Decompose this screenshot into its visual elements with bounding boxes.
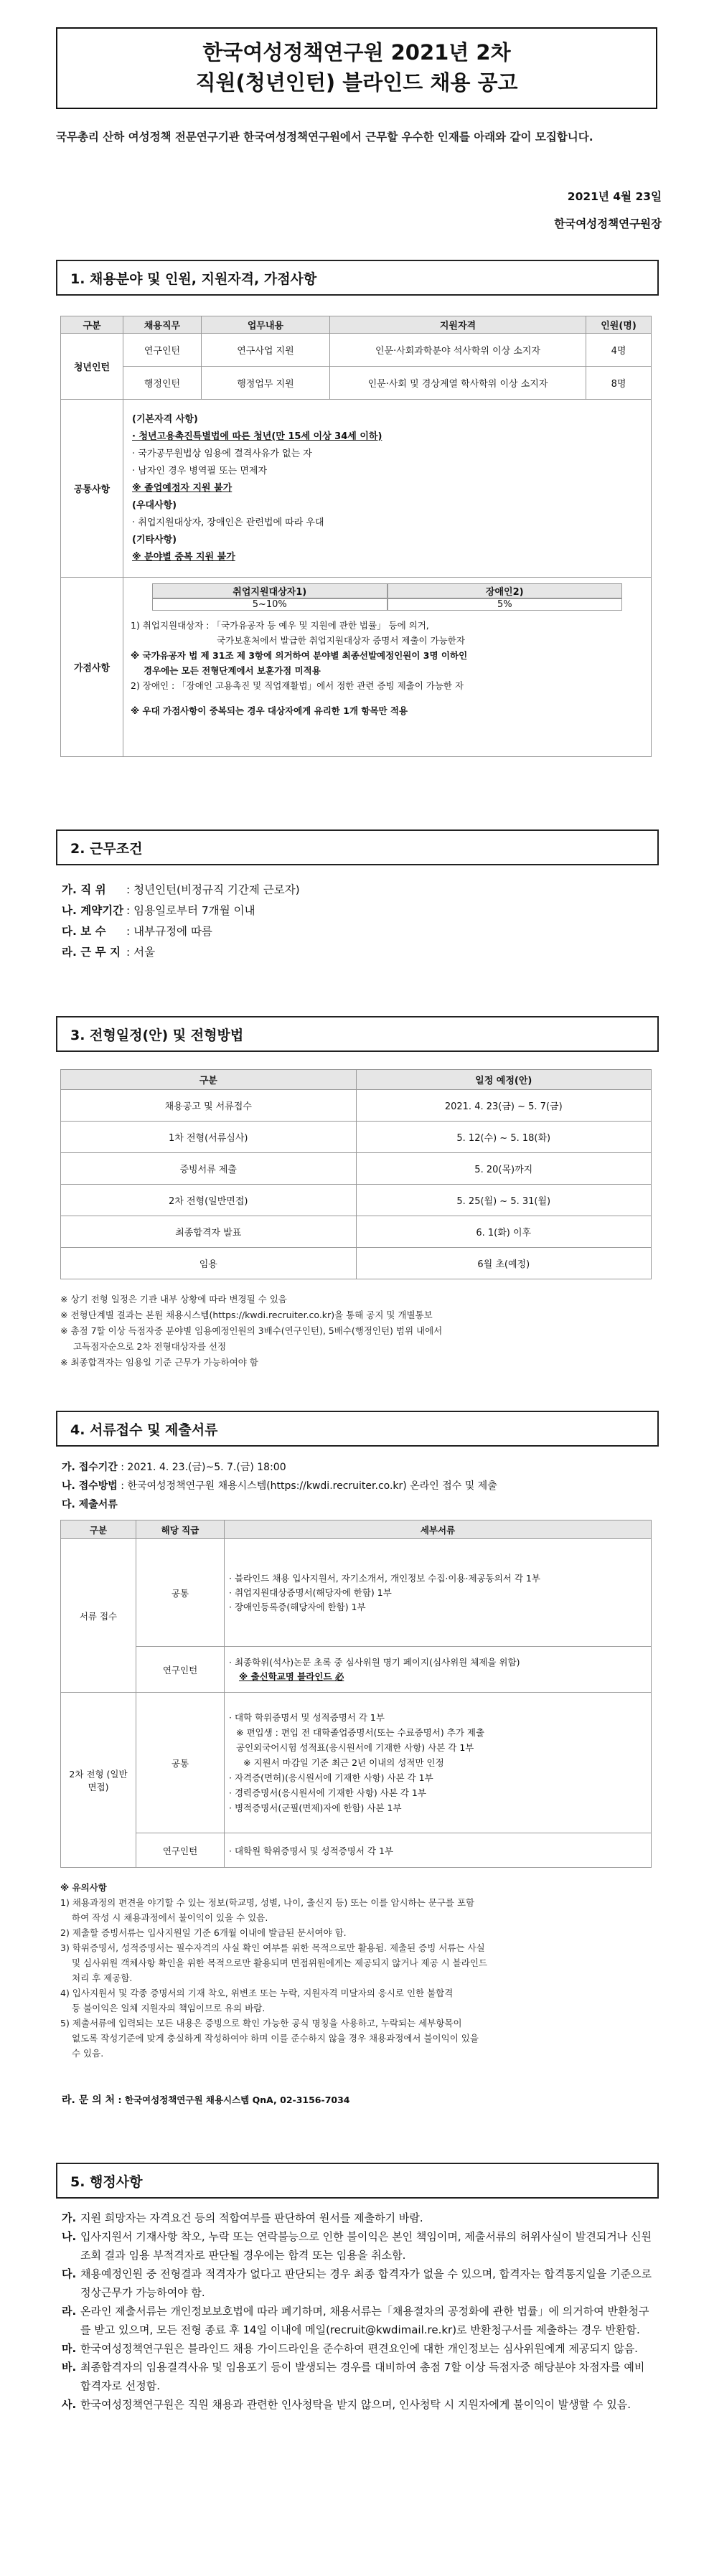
table-cell: 2021. 4. 23(금) ~ 5. 7(금) [356, 1090, 652, 1122]
info-row: 다. 제출서류 [62, 1499, 118, 1510]
contact-row [62, 2090, 350, 2111]
doc-line: · 장애인등록증(해당자에 한함) 1부 [229, 1601, 366, 1612]
contact-key: 라. 문 의 처 [62, 2095, 116, 2106]
admin-text: 지원 희망자는 자격요건 등의 적합여부를 판단하여 원서를 제출하기 바람. [80, 2211, 423, 2224]
table-cell: 6월 초(예정) [356, 1248, 652, 1279]
bonus-value: 5% [388, 598, 623, 611]
condition-row [62, 921, 300, 942]
admin-text: 입사지원서 기재사항 착오, 누락 또는 연락불능으로 인한 불이익은 본인 책임이며, 제출서류의 허위사실이 발견되거나 신원조회 결과 임용 부적격자로 판단될 경우에는 합격 또는 임용을 취소함. [80, 2230, 652, 2262]
req-line: · 청년고용촉진특별법에 따른 청년(만 15세 이상 34세 이하) [132, 431, 382, 442]
note-line: 5) 제출서류에 입력되는 모든 내용은 증빙으로 확인 가능한 공식 명칭을 사용하고, 누락되는 세부항목이 [60, 2018, 462, 2029]
info-value: : 2021. 4. 23.(금)~5. 7.(금) 18:00 [121, 1462, 286, 1473]
note-line: 4) 입사지원서 및 각종 증명서의 기재 착오, 위변조 또는 누락, 지원자격 미달자의 응시로 인한 불합격 [60, 1988, 454, 1998]
req-line: · 남자인 경우 병역필 또는 면제자 [132, 465, 268, 476]
intro-text: 국무총리 산하 여성정책 전문연구기관 한국여성정책연구원에서 근무할 우수한 인재를 아래와 같이 모집합니다. [56, 131, 593, 144]
bonus-header: 장애인2) [388, 583, 623, 598]
section-3-header [56, 1016, 659, 1052]
section-5-header [56, 2163, 659, 2199]
req-line: (기본자격 사항) [132, 413, 198, 425]
schedule-table [60, 1069, 652, 1279]
work-conditions [62, 880, 300, 963]
bonus-note: 2) 장애인 : 「장애인 고용촉진 및 직업재활법」에서 정한 관련 증빙 제출이 가능한 자 [131, 680, 464, 691]
note-line: 2) 제출할 증빙서류는 입사지원일 기준 6개월 이내에 발급된 문서여야 함. [60, 1927, 347, 1938]
bonus-note: 경우에는 모든 전형단계에서 보훈가점 미적용 [144, 665, 321, 676]
table-cell: 5. 12(수) ~ 5. 18(화) [356, 1122, 652, 1153]
req-line: ※ 분야별 중복 지원 불가 [132, 551, 235, 563]
doc-line: · 대학 학위증명서 및 성적증명서 각 1부 [229, 1712, 385, 1723]
bonus-note: ※ 국가유공자 법 제 31조 제 3항에 의거하여 분야별 최종선발예정인원이 3명 이하인 [131, 650, 468, 661]
table-cell: 4명 [586, 334, 652, 367]
table-cell: 연구사업 지원 [202, 334, 330, 367]
col-header: 구분 [61, 1070, 357, 1090]
note-line: 1) 채용과정의 편견을 야기할 수 있는 정보(학교명, 성별, 나이, 출신지 등) 또는 이를 암시하는 문구를 포함 [60, 1897, 475, 1908]
admin-key: 라. [62, 2305, 77, 2318]
caution-notes [60, 1880, 656, 2061]
note-line: ※ 전형단계별 결과는 본원 채용시스템(https://kwdi.recruiter.co.kr)을 통해 공지 및 개별통보 [60, 1310, 433, 1320]
req-line: (기타사항) [132, 534, 177, 545]
table-cell: 채용공고 및 서류접수 [61, 1090, 357, 1122]
section-2-header [56, 829, 659, 865]
schedule-notes [60, 1292, 442, 1371]
role-cell: 공통 [136, 1693, 225, 1833]
note-line: ※ 최종합격자는 임용일 기준 근무가 가능하여야 함 [60, 1357, 258, 1368]
doc-line: · 병적증명서(군필(면제)자에 한함) 사본 1부 [229, 1802, 402, 1813]
docs-cell [225, 1693, 652, 1833]
col-header: 해당 직급 [136, 1520, 225, 1539]
table-cell: 인문·사회과학분야 석사학위 이상 소지자 [330, 334, 586, 367]
admin-key: 가. [62, 2211, 77, 2224]
condition-key: 다. 보 수 [62, 925, 106, 938]
admin-text: 한국여성정책연구원은 블라인드 채용 가이드라인을 준수하여 편견요인에 대한 개인정보는 심사위원에게 제공되지 않음. [80, 2342, 638, 2355]
table-cell: 5. 25(월) ~ 5. 31(월) [356, 1185, 652, 1216]
note-line: 처리 후 제공함. [72, 1973, 133, 1983]
docs-cell [225, 1647, 652, 1693]
condition-value: : 청년인턴(비정규직 기간제 근로자) [126, 883, 300, 896]
table-cell: 2차 전형(일반면접) [61, 1185, 357, 1216]
notice-date: 2021년 4월 23일 [567, 190, 662, 203]
bonus-label: 가점사항 [61, 578, 123, 757]
table-cell: 최종합격자 발표 [61, 1216, 357, 1248]
col-header: 일정 예정(안) [356, 1070, 652, 1090]
condition-key: 가. 직 위 [62, 883, 106, 896]
table-cell: 8명 [586, 367, 652, 400]
admin-item [62, 2265, 654, 2302]
section-1-title: 1. 채용분야 및 인원, 지원자격, 가점사항 [70, 271, 317, 287]
admin-key: 바. [62, 2361, 77, 2374]
role-cell: 연구인턴 [136, 1833, 225, 1868]
doc-line: ※ 출신학교명 블라인드 必 [239, 1670, 344, 1682]
note-line: 3) 학위증명서, 성적증명서는 필수자격의 사실 확인 여부를 위한 목적으로만 활용됨. 제출된 증빙 서류는 사실 [60, 1942, 485, 1953]
doc-line: · 경력증명서(응시원서에 기재한 사항) 사본 각 1부 [229, 1787, 426, 1798]
admin-items [62, 2209, 654, 2414]
table-cell: 임용 [61, 1248, 357, 1279]
table-cell: 6. 1(화) 이후 [356, 1216, 652, 1248]
admin-item [62, 2227, 654, 2265]
admin-text: 한국여성정책연구원은 직원 채용과 관련한 인사청탁을 받지 않으며, 인사청탁 시 지원자에게 불이익이 발생할 수 있음. [80, 2398, 631, 2411]
recruitment-table [60, 316, 652, 757]
col-header: 세부서류 [225, 1520, 652, 1539]
group-label: 서류 접수 [61, 1539, 136, 1693]
common-label: 공통사항 [61, 400, 123, 578]
admin-key: 마. [62, 2342, 77, 2355]
section-1-header [56, 260, 659, 296]
table-cell: 행정업무 지원 [202, 367, 330, 400]
bonus-header: 취업지원대상자1) [152, 583, 388, 598]
bonus-value: 5~10% [152, 598, 388, 611]
submission-info [62, 1458, 497, 1514]
condition-value: : 임용일로부터 7개월 이내 [126, 904, 255, 917]
condition-row [62, 942, 300, 963]
info-row [62, 1458, 497, 1477]
condition-value: : 내부규정에 따름 [126, 925, 212, 938]
note-line: 고득점자순으로 2차 전형대상자를 선정 [73, 1341, 227, 1352]
condition-key: 나. 계약기간 [62, 904, 124, 917]
col-header: 채용직무 [123, 316, 202, 334]
group-label: 2차 전형 (일반면접) [61, 1693, 136, 1868]
doc-line: · 최종학위(석사)논문 초록 중 심사위원 명기 페이지(심사위원 체제을 위함) [229, 1656, 520, 1668]
table-cell: 연구인턴 [123, 334, 202, 367]
docs-cell [225, 1833, 652, 1868]
req-line: (우대사항) [132, 499, 177, 511]
table-cell: 5. 20(목)까지 [356, 1153, 652, 1185]
info-key: 나. 접수방법 [62, 1480, 118, 1492]
col-header: 구분 [61, 1520, 136, 1539]
note-line: ※ 상기 전형 일정은 기관 내부 상황에 따라 변경될 수 있음 [60, 1294, 287, 1305]
info-key: 가. 접수기간 [62, 1462, 118, 1473]
role-cell: 연구인턴 [136, 1647, 225, 1693]
bonus-note: 국가보훈처에서 발급한 취업지원대상자 증명서 제출이 가능한자 [217, 635, 465, 646]
table-cell: 인문·사회 및 경상계열 학사학위 이상 소지자 [330, 367, 586, 400]
note-line: 등 불이익은 일체 지원자의 책임이므로 유의 바람. [72, 2003, 266, 2013]
condition-key: 라. 근 무 지 [62, 946, 121, 959]
doc-line: · 블라인드 채용 입사지원서, 자기소개서, 개인정보 수집·이용·제공동의서 각 1부 [229, 1572, 540, 1584]
table-cell: 증빙서류 제출 [61, 1153, 357, 1185]
info-value: : 한국여성정책연구원 채용시스템(https://kwdi.recruiter.co.kr) 온라인 접수 및 제출 [121, 1480, 497, 1492]
admin-text: 온라인 제출서류는 개인정보보호법에 따라 폐기하며, 채용서류는「채용절차의 공정화에 관한 법률」에 의거하여 반환청구를 받고 있으며, 모든 전형 종료 후 14일 이내에 메일(recruit@kwdimail.re.kr)로 반환청구서를 제출하는 경우 반환함. [80, 2305, 649, 2336]
admin-key: 다. [62, 2267, 77, 2280]
doc-line: ※ 지원서 마감일 기준 최근 2년 이내의 성적만 인정 [243, 1757, 444, 1768]
condition-value: : 서울 [126, 946, 156, 959]
req-line: ※ 졸업예정자 지원 불가 [132, 482, 233, 494]
contact-value: : 한국여성정책연구원 채용시스템 QnA, 02-3156-7034 [118, 2095, 350, 2105]
table-cell: 1차 전형(서류심사) [61, 1122, 357, 1153]
col-header: 지원자격 [330, 316, 586, 334]
bonus-cell [123, 578, 652, 757]
note-line: 및 심사위원 객체사항 확인을 위한 목적으로만 활용되며 면접위원에게는 제공되지 않거나 제공 시 블라인드 [72, 1957, 487, 1968]
table-cell: 행정인턴 [123, 367, 202, 400]
notes-title: ※ 유의사항 [60, 1882, 107, 1893]
admin-text: 최종합격자의 임용결격사유 및 임용포기 등이 발생되는 경우를 대비하여 총점 7할 이상 득점자중 해당분야 차점자를 예비합격자로 선정함. [80, 2361, 645, 2392]
section-4-header [56, 1411, 659, 1447]
bonus-note: ※ 우대 가점사항이 중복되는 경우 대상자에게 유리한 1개 항목만 적용 [131, 705, 408, 716]
admin-item [62, 2358, 654, 2395]
section-3-title: 3. 전형일정(안) 및 전형방법 [70, 1027, 244, 1043]
col-header: 구분 [61, 316, 123, 334]
bonus-note: 1) 취업지원대상자 : 「국가유공자 등 예우 및 지원에 관한 법률」 등에 의거, [131, 620, 429, 631]
admin-item [62, 2209, 654, 2227]
notice-org: 한국여성정책연구원장 [554, 217, 662, 230]
admin-item [62, 2302, 654, 2339]
documents-table [60, 1520, 652, 1868]
group-label: 청년인턴 [61, 334, 123, 400]
col-header: 인원(명) [586, 316, 652, 334]
doc-line: · 취업지원대상증명서(해당자에 한함) 1부 [229, 1587, 392, 1598]
doc-line: 공인외국어시험 성적표(응시원서에 기재한 사항) 사본 각 1부 [236, 1742, 474, 1753]
info-row [62, 1477, 497, 1495]
req-line: · 취업지원대상자, 장애인은 관련법에 따라 우대 [132, 517, 324, 528]
note-line: ※ 총점 7할 이상 득점자중 분야별 임용예정인원의 3배수(연구인턴), 5배수(행정인턴) 범위 내에서 [60, 1325, 443, 1336]
note-line: 없도록 작성기준에 맞게 충실하게 작성하여야 하며 이를 준수하지 않을 경우 채용과정에서 불이익이 있을 [72, 2033, 479, 2044]
role-cell: 공통 [136, 1539, 225, 1647]
note-line: 하여 작성 시 채용과정에서 불이익이 있을 수 있음. [72, 1912, 268, 1923]
title-box [56, 27, 657, 109]
section-5-title: 5. 행정사항 [70, 2173, 143, 2190]
section-4-title: 4. 서류접수 및 제출서류 [70, 1421, 218, 1438]
admin-key: 사. [62, 2398, 77, 2411]
col-header: 업무내용 [202, 316, 330, 334]
doc-line: · 대학원 학위증명서 및 성적증명서 각 1부 [229, 1845, 393, 1856]
admin-text: 채용예정인원 중 전형결과 적격자가 없다고 판단되는 경우 최종 합격자가 없을 수 있으며, 합격자는 합격통지일을 기준으로 정상근무가 가능하여야 함. [80, 2267, 652, 2299]
req-line: · 국가공무원법상 임용에 결격사유가 없는 자 [132, 448, 312, 459]
admin-item [62, 2339, 654, 2358]
common-requirements [123, 400, 652, 578]
note-line: 수 있음. [72, 2048, 104, 2059]
condition-row [62, 901, 300, 921]
condition-row [62, 880, 300, 901]
page-title-line-1: 한국여성정책연구원 2021년 2차 [202, 40, 511, 65]
page-title-line-2: 직원(청년인턴) 블라인드 채용 공고 [195, 70, 518, 95]
admin-item [62, 2395, 654, 2414]
admin-key: 나. [62, 2230, 77, 2243]
doc-line: ※ 편입생 : 편입 전 대학졸업증명서(또는 수료증명서) 추가 제출 [236, 1727, 485, 1738]
docs-cell [225, 1539, 652, 1647]
doc-line: · 자격증(면허)(응시원서에 기재한 사항) 사본 각 1부 [229, 1772, 433, 1783]
section-2-title: 2. 근무조건 [70, 840, 143, 857]
